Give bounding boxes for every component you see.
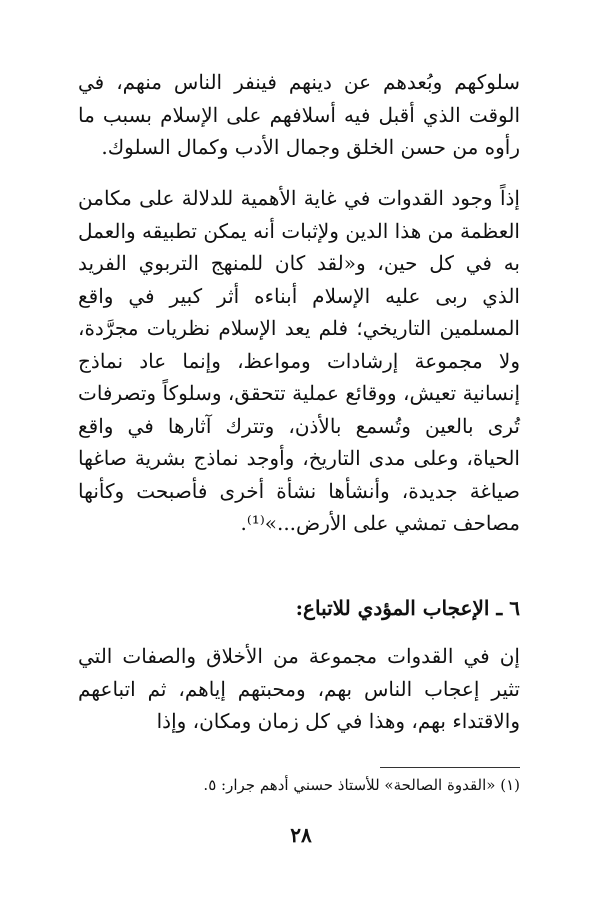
page-number: ٢٨ xyxy=(290,823,312,847)
paragraph-text: إن في القدوات مجموعة من الأخلاق والصفات التي تثير إعجاب الناس بهم، ومحبتهم إياهم، ثم اتباعهم والاقتداء بهم، وهذا في كل زمان ومكان، وإذا xyxy=(78,644,520,733)
body-paragraph-3 xyxy=(78,640,520,738)
footnote-divider xyxy=(380,767,520,768)
footnote: (١) «القدوة الصالحة» للأستاذ حسني أدهم جرار: ٥. xyxy=(203,776,520,794)
paragraph-text: إذاً وجود القدوات في غاية الأهمية للدلالة على مكامن العظمة من هذا الدين ولإثبات أنه يمكن تطبيقه والعمل به في كل حين، و«لقد كان للمنهج التربوي الفريد الذي ربى عليه الإسلام أبناءه أثر كبير في واقع المسلمين التاريخي؛ فلم يعد الإسلام نظريات مجرَّدة، ولا مجموعة إرشادات ومواعظ، وإنما عاد نماذج إنسانية تعيش، ووقائع عملية تتحقق، وسلوكاً وتصرفات تُرى بالعين وتُسمع بالأذن، وتترك آثارها في واقع الحياة، وعلى مدى التاريخ، وأوجد نماذج بشرية صاغها صياغة جديدة، وأنشأها نشأة أخرى فأصبحت وكأنها مصاحف تمشي على الأرض...»⁽¹⁾. xyxy=(78,186,520,535)
paragraph-text: سلوكهم وبُعدهم عن دينهم فينفر الناس منهم، في الوقت الذي أقبل فيه أسلافهم على الإسلام بسبب ما رأوه من حسن الخلق وجمال الأدب وكمال السلوك. xyxy=(78,70,520,159)
body-paragraph-1 xyxy=(78,66,520,164)
section-heading: ٦ ـ الإعجاب المؤدي للاتباع: xyxy=(295,596,520,620)
body-paragraph-2 xyxy=(78,182,520,540)
